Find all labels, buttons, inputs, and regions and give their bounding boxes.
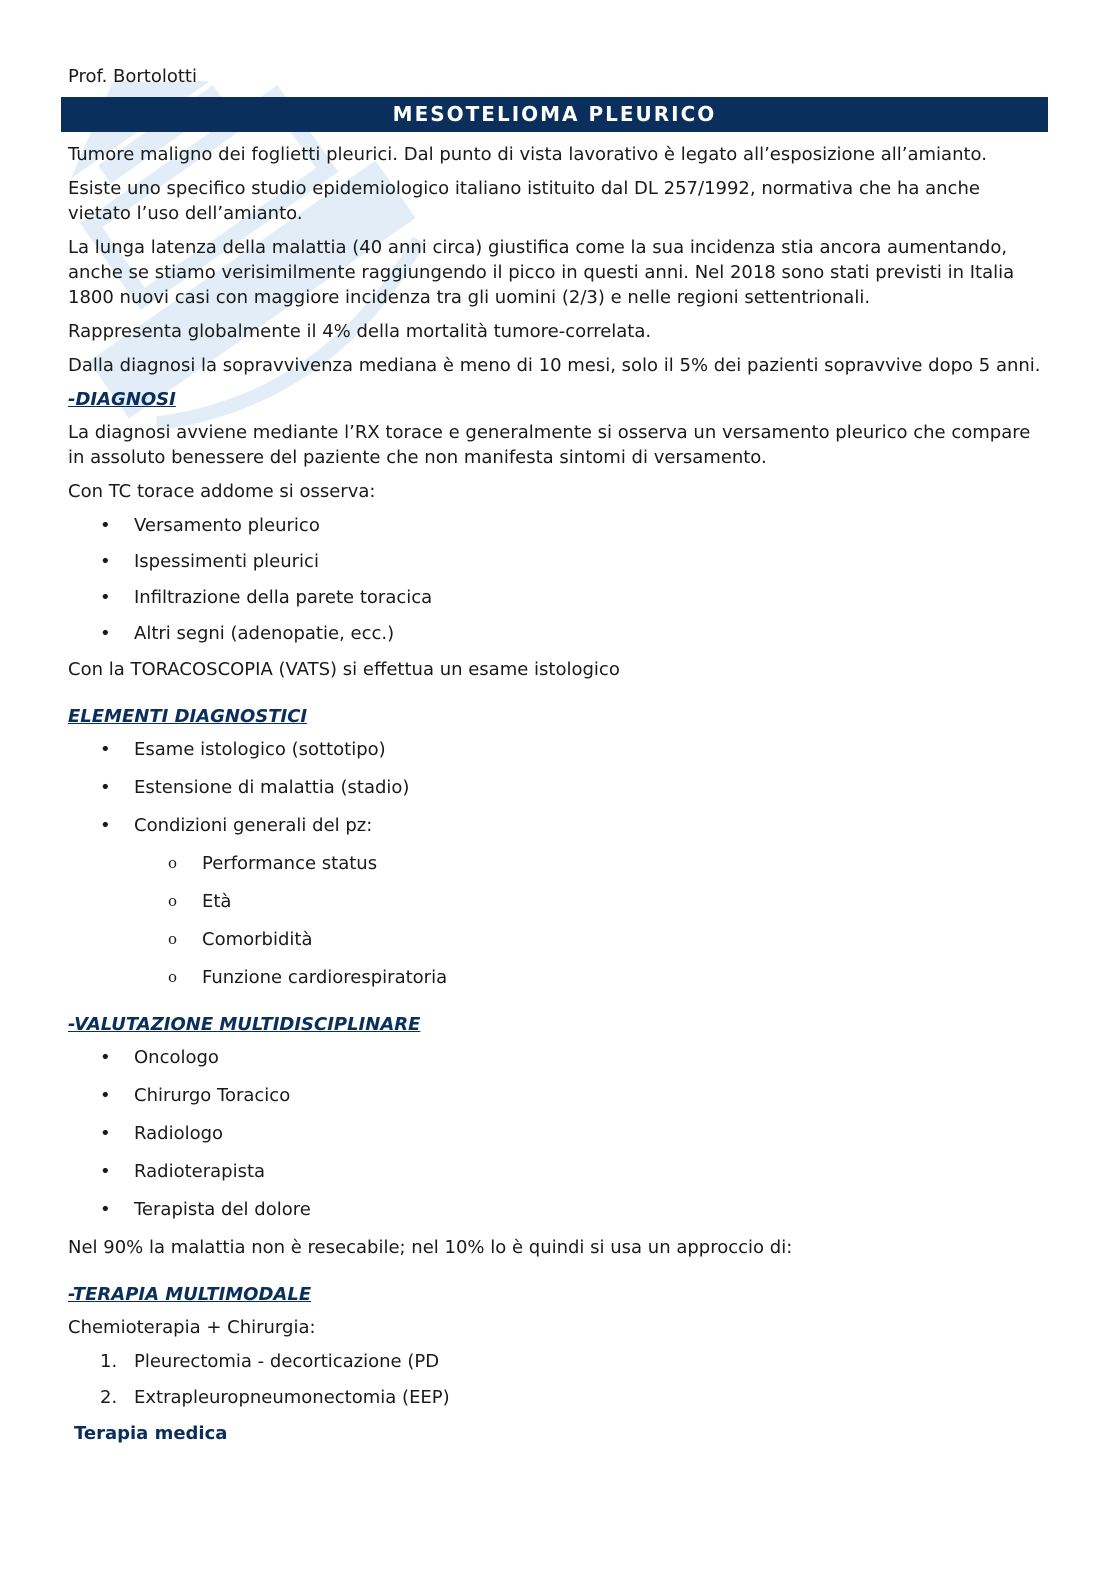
diagnosi-paragraph: La diagnosi avviene mediante l’RX torace e generalmente si osserva un versamento pleurico che compare in assoluto benessere del paziente che non manifesta sintomi di versamento. (68, 422, 1031, 468)
list-item: • Infiltrazione della parete toracica (68, 585, 1048, 610)
section-heading-terapia: -TERAPIA MULTIMODALE (68, 1284, 312, 1305)
terapia-paragraph: Chemioterapia + Chirurgia: (68, 1317, 316, 1338)
sub-list-item: o Comorbidità (68, 927, 1048, 952)
document-body (68, 62, 1048, 1446)
list-item: • Terapista del dolore (68, 1197, 1048, 1222)
tc-findings-list (68, 513, 1048, 646)
item-number: 2. (100, 1387, 118, 1408)
terapia-list (68, 1349, 1048, 1410)
list-item: • Altri segni (adenopatie, ecc.) (68, 621, 1048, 646)
diagnosi-paragraph: Con la TORACOSCOPIA (VATS) si effettua un esame istologico (68, 659, 620, 680)
author: Prof. Bortolotti (68, 66, 197, 87)
list-item: • Oncologo (68, 1045, 1048, 1070)
condizioni-sublist (68, 851, 1048, 990)
item-label: Pleurectomia - decorticazione (PD (134, 1351, 440, 1372)
list-item: • Versamento pleurico (68, 513, 1048, 538)
list-item: • Chirurgo Toracico (68, 1083, 1048, 1108)
sub-list-item: o Età (68, 889, 1048, 914)
page-title: MESOTELIOMA PLEURICO (61, 97, 1048, 132)
sub-list-item: o Funzione cardiorespiratoria (68, 965, 1048, 990)
item-label: Extrapleuropneumonectomia (EEP) (134, 1387, 450, 1408)
list-item: • Esame istologico (sottotipo) (68, 737, 1048, 762)
sub-list-item: o Performance status (68, 851, 1048, 876)
section-heading-diagnosi: -DIAGNOSI (68, 389, 176, 410)
intro-paragraph: Dalla diagnosi la sopravvivenza mediana è meno di 10 mesi, solo il 5% dei pazienti sopravvive dopo 5 anni. (68, 355, 1041, 376)
section-heading-valutazione: -VALUTAZIONE MULTIDISCIPLINARE (68, 1014, 421, 1035)
diagnosi-paragraph: Con TC torace addome si osserva: (68, 481, 376, 502)
intro-paragraph: Tumore maligno dei foglietti pleurici. Dal punto di vista lavorativo è legato all’esposizione all’amianto. (68, 144, 987, 165)
intro-paragraph: La lunga latenza della malattia (40 anni circa) giustifica come la sua incidenza stia ancora aumentando, anche se stiamo verisimilmente raggiungendo il picco in questi anni. Nel 2018 sono stati previsti in Italia 1800 nuovi casi con maggiore incidenza tra gli uomini (2/3) e nelle regioni settentrionali. (68, 237, 1015, 308)
intro-paragraph: Esiste uno specifico studio epidemiologico italiano istituito dal DL 257/1992, normativa che ha anche vietato l’uso dell’amianto. (68, 178, 980, 224)
numbered-item (68, 1349, 1048, 1374)
subheading-terapia-medica: Terapia medica (74, 1423, 228, 1444)
list-item: • Radiologo (68, 1121, 1048, 1146)
list-item: • Radioterapista (68, 1159, 1048, 1184)
list-item: • Ispessimenti pleurici (68, 549, 1048, 574)
item-number: 1. (100, 1351, 118, 1372)
numbered-item (68, 1385, 1048, 1410)
valutazione-list (68, 1045, 1048, 1222)
list-item: • Estensione di malattia (stadio) (68, 775, 1048, 800)
list-item: • Condizioni generali del pz: (68, 813, 1048, 838)
valutazione-paragraph: Nel 90% la malattia non è resecabile; nel 10% lo è quindi si usa un approccio di: (68, 1237, 793, 1258)
section-heading-elementi: ELEMENTI DIAGNOSTICI (68, 706, 308, 727)
elementi-list (68, 737, 1048, 838)
intro-paragraph: Rappresenta globalmente il 4% della mortalità tumore-correlata. (68, 321, 652, 342)
